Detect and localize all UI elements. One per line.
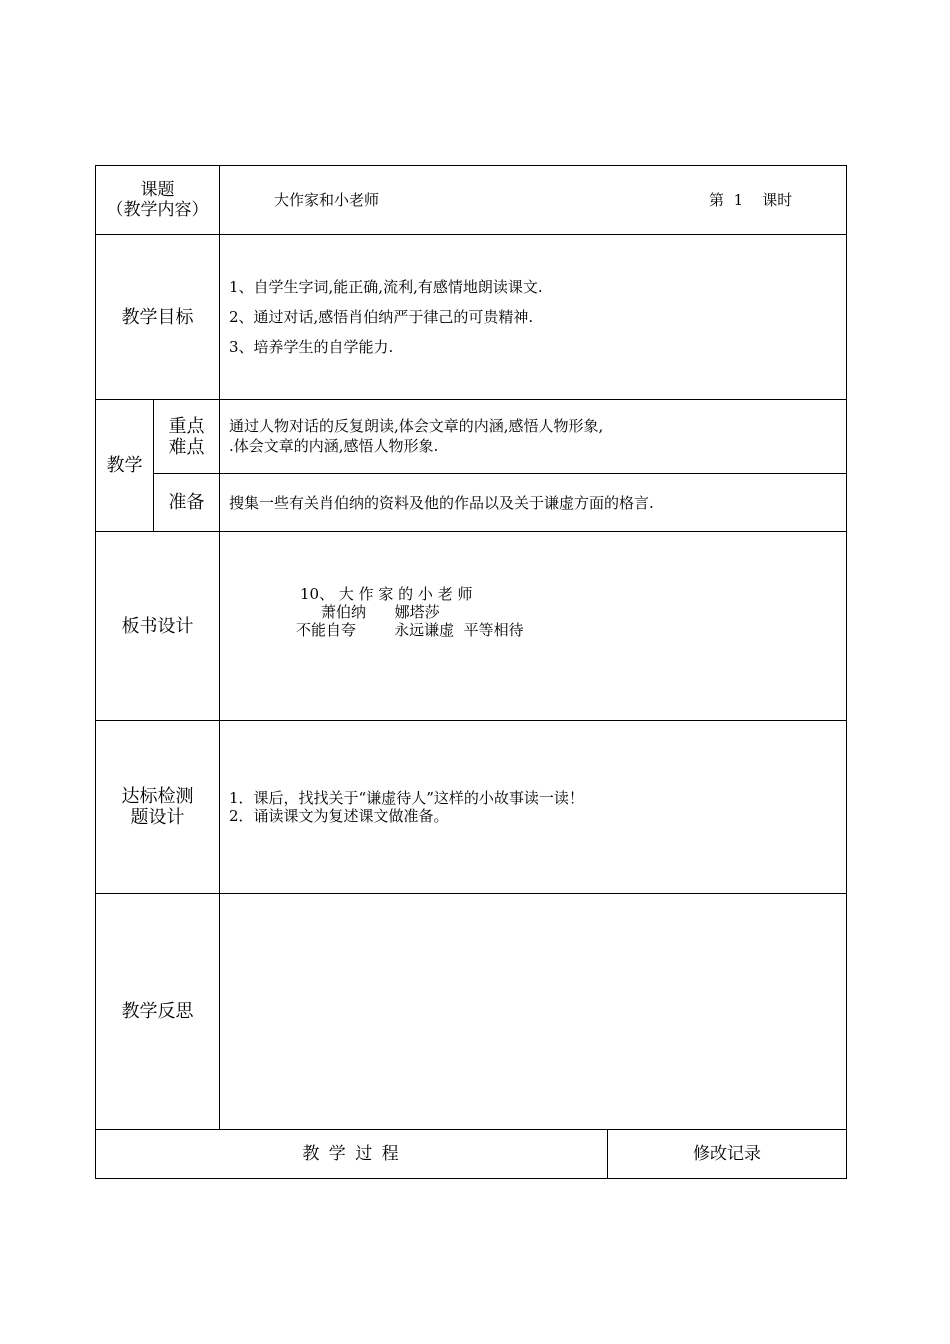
revision-label: 修改记录 (608, 1130, 847, 1179)
goal-item: 2、通过对话,感悟肖伯纳严于律己的可贵精神. (229, 308, 534, 326)
teaching-label: 教学 (96, 400, 154, 532)
key-label-line1: 重点 (168, 415, 205, 437)
board-label: 板书设计 (96, 532, 220, 721)
lesson-number: 1 (733, 191, 744, 209)
goals-content (220, 235, 847, 400)
prep-content: 搜集一些有关肖伯纳的资料及他的作品以及关于谦虚方面的格言. (220, 474, 847, 532)
lesson-suffix: 课时 (762, 191, 793, 209)
lesson-plan-table (95, 165, 847, 1179)
reflection-row (96, 894, 847, 1130)
key-point-line: 通过人物对话的反复朗读,体会文章的内涵,感悟人物形象, (229, 417, 604, 435)
assessment-item: 2．诵读课文为复述课文做准备。 (229, 807, 449, 825)
board-content (220, 532, 847, 721)
goal-item: 1、自学生字词,能正确,流利,有感情地朗读课文. (229, 278, 543, 296)
reflection-content[interactable] (220, 894, 847, 1130)
goal-item: 3、培养学生的自学能力. (229, 338, 394, 356)
goals-row (96, 235, 847, 400)
assessment-label-line1: 达标检测 (121, 786, 194, 807)
lesson-count (709, 191, 792, 209)
prep-label: 准备 (154, 474, 220, 532)
board-row (96, 532, 847, 721)
assessment-label-line2: 题设计 (130, 807, 185, 828)
board-title-line: 10、 大 作 家 的 小 老 师 (300, 585, 473, 603)
assessment-row (96, 721, 847, 894)
key-points-label (154, 400, 220, 474)
footer-row (96, 1130, 847, 1179)
lesson-title: 大作家和小老师 (274, 191, 380, 209)
reflection-label: 教学反思 (96, 894, 220, 1130)
topic-row (96, 166, 847, 235)
key-point-line: .体会文章的内涵,感悟人物形象. (229, 437, 439, 455)
topic-content-cell (220, 166, 847, 235)
assessment-label (96, 721, 220, 894)
key-label-line2: 难点 (168, 436, 205, 458)
topic-label-line1: 课题 (140, 180, 175, 200)
process-label: 教 学 过 程 (96, 1130, 608, 1179)
topic-label-line2: （教学内容） (106, 200, 209, 220)
key-points-content (220, 400, 847, 474)
prep-row (96, 474, 847, 532)
board-line: 萧伯纳 娜塔莎 (321, 603, 440, 621)
assessment-content (220, 721, 847, 894)
topic-label-cell (96, 166, 220, 235)
board-line: 不能自夸 永远谦虚 平等相待 (296, 621, 524, 639)
goals-label: 教学目标 (96, 235, 220, 400)
assessment-item: 1．课后，找找关于“谦虚待人”这样的小故事读一读！ (229, 789, 584, 807)
lesson-prefix: 第 (709, 191, 725, 209)
key-points-row (96, 400, 847, 474)
